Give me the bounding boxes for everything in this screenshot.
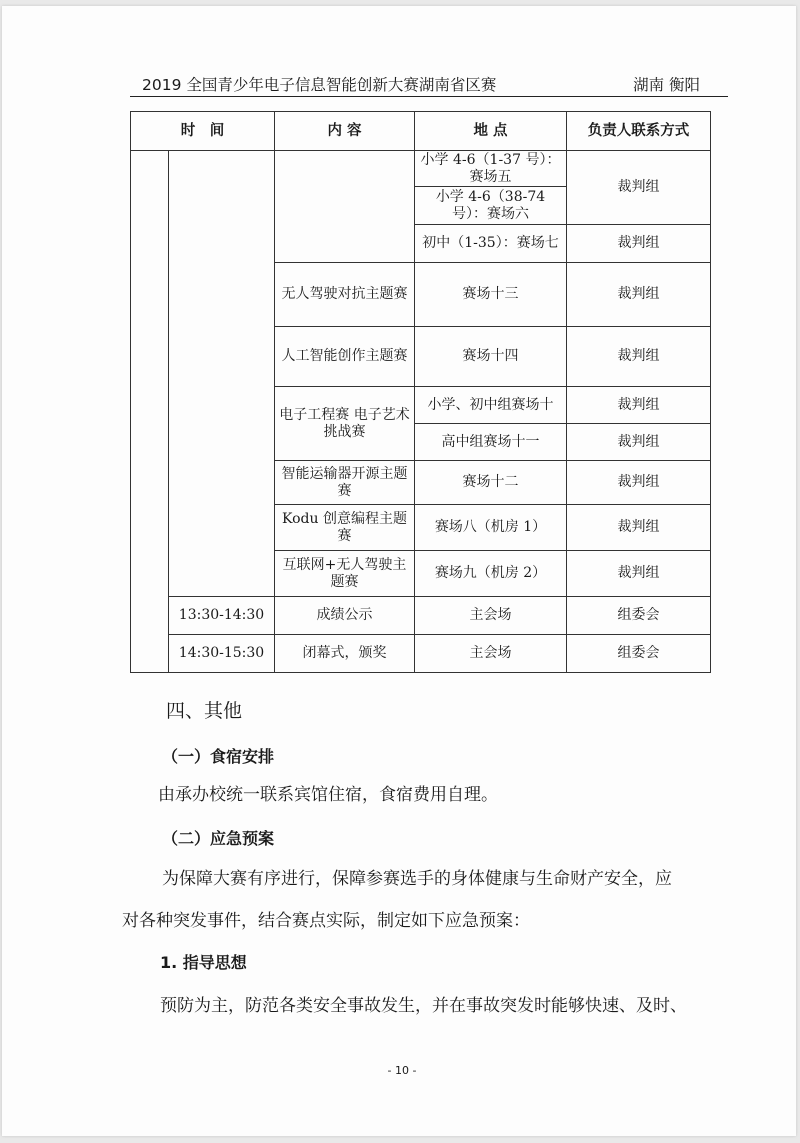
document-page (2, 6, 796, 1136)
paragraph-accommodation: 由承办校统一联系宾馆住宿，食宿费用自理。 (158, 785, 498, 805)
header-contact: 负责人联系方式 (567, 112, 711, 151)
contact-cell: 裁判组 (567, 225, 711, 263)
contact-cell: 裁判组 (567, 551, 711, 597)
subheading-guiding-idea: 1. 指导思想 (160, 953, 247, 972)
venue-cell: 赛场十三 (415, 263, 567, 327)
paragraph-emergency-line1: 为保障大赛有序进行，保障参赛选手的身体健康与生命财产安全，应 (162, 869, 672, 889)
contact-cell: 裁判组 (567, 424, 711, 461)
content-cell: 电子工程赛 电子艺术挑战赛 (275, 387, 415, 461)
venue-cell: 小学、初中组赛场十 (415, 387, 567, 424)
venue-cell: 赛场十二 (415, 461, 567, 505)
content-cell: 闭幕式，颁奖 (275, 635, 415, 673)
table-row (131, 151, 711, 187)
content-cell: 成绩公示 (275, 597, 415, 635)
venue-cell: 小学 4-6（1-37 号）：赛场五 (415, 151, 567, 187)
header-title: 2019 全国青少年电子信息智能创新大赛湖南省区赛 (142, 76, 497, 94)
contact-cell: 裁判组 (567, 151, 711, 225)
content-cell: 智能运输器开源主题赛 (275, 461, 415, 505)
time-cell: 13:30-14:30 (169, 597, 275, 635)
venue-cell: 赛场八（机房 1） (415, 505, 567, 551)
header-location: 湖南 衡阳 (633, 76, 700, 94)
section-heading-other: 四、其他 (166, 700, 243, 722)
page-header (130, 70, 728, 97)
venue-cell: 初中（1-35）：赛场七 (415, 225, 567, 263)
venue-cell: 赛场十四 (415, 327, 567, 387)
table-header-row (131, 112, 711, 151)
paragraph-emergency-line2: 对各种突发事件，结合赛点实际，制定如下应急预案： (122, 911, 530, 931)
contact-cell: 组委会 (567, 597, 711, 635)
contact-cell: 组委会 (567, 635, 711, 673)
venue-cell: 主会场 (415, 635, 567, 673)
contact-cell: 裁判组 (567, 461, 711, 505)
contact-cell: 裁判组 (567, 263, 711, 327)
contact-cell: 裁判组 (567, 505, 711, 551)
paragraph-guiding-idea: 预防为主，防范各类安全事故发生，并在事故突发时能够快速、及时、 (160, 996, 687, 1016)
contact-cell: 裁判组 (567, 327, 711, 387)
content-cell: 人工智能创作主题赛 (275, 327, 415, 387)
blank-cell (131, 151, 169, 673)
content-cell (275, 151, 415, 263)
venue-cell: 小学 4-6（38-74 号）：赛场六 (415, 187, 567, 225)
header-venue: 地 点 (415, 112, 567, 151)
subheading-emergency: （二）应急预案 (162, 829, 275, 848)
subheading-accommodation: （一）食宿安排 (162, 747, 275, 766)
page-number: - 10 - (387, 1064, 417, 1077)
content-cell: 无人驾驶对抗主题赛 (275, 263, 415, 327)
header-content: 内 容 (275, 112, 415, 151)
table-row (131, 597, 711, 635)
table-row (131, 635, 711, 673)
venue-cell: 主会场 (415, 597, 567, 635)
schedule-table (130, 111, 711, 673)
header-time: 时 间 (131, 112, 275, 151)
time-cell (169, 151, 275, 597)
venue-cell: 高中组赛场十一 (415, 424, 567, 461)
contact-cell: 裁判组 (567, 387, 711, 424)
content-cell: Kodu 创意编程主题赛 (275, 505, 415, 551)
content-cell: 互联网+无人驾驶主题赛 (275, 551, 415, 597)
time-cell: 14:30-15:30 (169, 635, 275, 673)
venue-cell: 赛场九（机房 2） (415, 551, 567, 597)
